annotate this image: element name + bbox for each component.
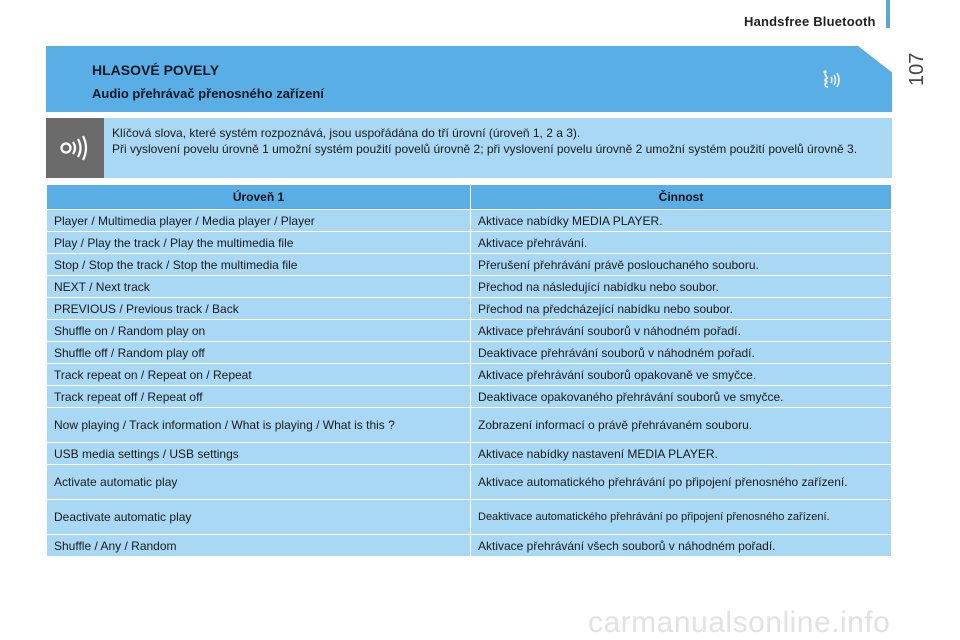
banner-subtitle: Audio přehrávač přenosného zařízení	[92, 86, 324, 101]
watermark: carmanualsonline.info	[588, 606, 891, 639]
voice-commands-table	[46, 184, 892, 557]
table-row	[47, 232, 892, 254]
header-level1: Úroveň 1	[47, 185, 471, 210]
info-line-1: Klíčová slova, které systém rozpoznává, jsou uspořádána do tří úrovní (úroveň 1, 2 a 3).	[112, 126, 581, 140]
command-cell: Stop / Stop the track / Stop the multimedia file	[47, 254, 471, 276]
info-icon-box	[46, 118, 104, 178]
command-cell: Track repeat off / Repeat off	[47, 386, 471, 408]
command-cell: Deactivate automatic play	[47, 500, 471, 535]
section-banner	[46, 46, 892, 112]
action-cell: Deaktivace opakovaného přehrávání souborů ve smyčce.	[471, 386, 892, 408]
action-cell: Aktivace přehrávání souborů v náhodném pořadí.	[471, 320, 892, 342]
table-row	[47, 364, 892, 386]
command-cell: Shuffle / Any / Random	[47, 535, 471, 557]
header-accent-bar	[886, 0, 890, 28]
action-cell: Aktivace přehrávání všech souborů v náhodném pořadí.	[471, 535, 892, 557]
banner-title: HLASOVÉ POVELY	[92, 62, 220, 78]
command-cell: Shuffle off / Random play off	[47, 342, 471, 364]
command-cell: Now playing / Track information / What is playing / What is this ?	[47, 408, 471, 443]
command-cell: Shuffle on / Random play on	[47, 320, 471, 342]
command-cell: Activate automatic play	[47, 465, 471, 500]
table-row	[47, 320, 892, 342]
table-row	[47, 342, 892, 364]
action-cell: Zobrazení informací o právě přehrávaném souboru.	[471, 408, 892, 443]
table-row	[47, 210, 892, 232]
page-number	[906, 6, 936, 86]
action-cell: Přerušení přehrávání právě poslouchaného souboru.	[471, 254, 892, 276]
table-row	[47, 254, 892, 276]
action-cell: Aktivace automatického přehrávání po připojení přenosného zařízení.	[471, 465, 892, 500]
action-cell: Deaktivace přehrávání souborů v náhodném pořadí.	[471, 342, 892, 364]
table-row	[47, 386, 892, 408]
command-cell: Play / Play the track / Play the multimedia file	[47, 232, 471, 254]
action-cell: Přechod na následující nabídku nebo soubor.	[471, 276, 892, 298]
table-row	[47, 465, 892, 500]
header-action: Činnost	[471, 185, 892, 210]
page-number-text: 107	[906, 52, 928, 86]
command-cell: USB media settings / USB settings	[47, 443, 471, 465]
table-row	[47, 535, 892, 557]
command-cell: Track repeat on / Repeat on / Repeat	[47, 364, 471, 386]
action-cell: Aktivace nabídky nastavení MEDIA PLAYER.	[471, 443, 892, 465]
table-row	[47, 276, 892, 298]
action-cell: Aktivace přehrávání souborů opakovaně ve smyčce.	[471, 364, 892, 386]
info-text	[112, 125, 882, 157]
voice-command-icon	[818, 66, 846, 94]
command-cell: PREVIOUS / Previous track / Back	[47, 298, 471, 320]
action-cell: Deaktivace automatického přehrávání po připojení přenosného zařízení.	[471, 500, 892, 535]
speaker-waves-icon	[60, 134, 90, 162]
info-line-2: Při vyslovení povelu úrovně 1 umožní systém použití povelů úrovně 2; při vyslovení povelu úrovně 2 umožní systém použití povelů úrovně 3.	[112, 142, 858, 156]
table-row	[47, 408, 892, 443]
table-row	[47, 500, 892, 535]
table-row	[47, 298, 892, 320]
table-header-row	[47, 185, 892, 210]
command-cell: Player / Multimedia player / Media player / Player	[47, 210, 471, 232]
action-cell: Aktivace nabídky MEDIA PLAYER.	[471, 210, 892, 232]
table-row	[47, 443, 892, 465]
action-cell: Aktivace přehrávání.	[471, 232, 892, 254]
section-header: Handsfree Bluetooth	[744, 14, 876, 29]
command-cell: NEXT / Next track	[47, 276, 471, 298]
action-cell: Přechod na předcházející nabídku nebo soubor.	[471, 298, 892, 320]
